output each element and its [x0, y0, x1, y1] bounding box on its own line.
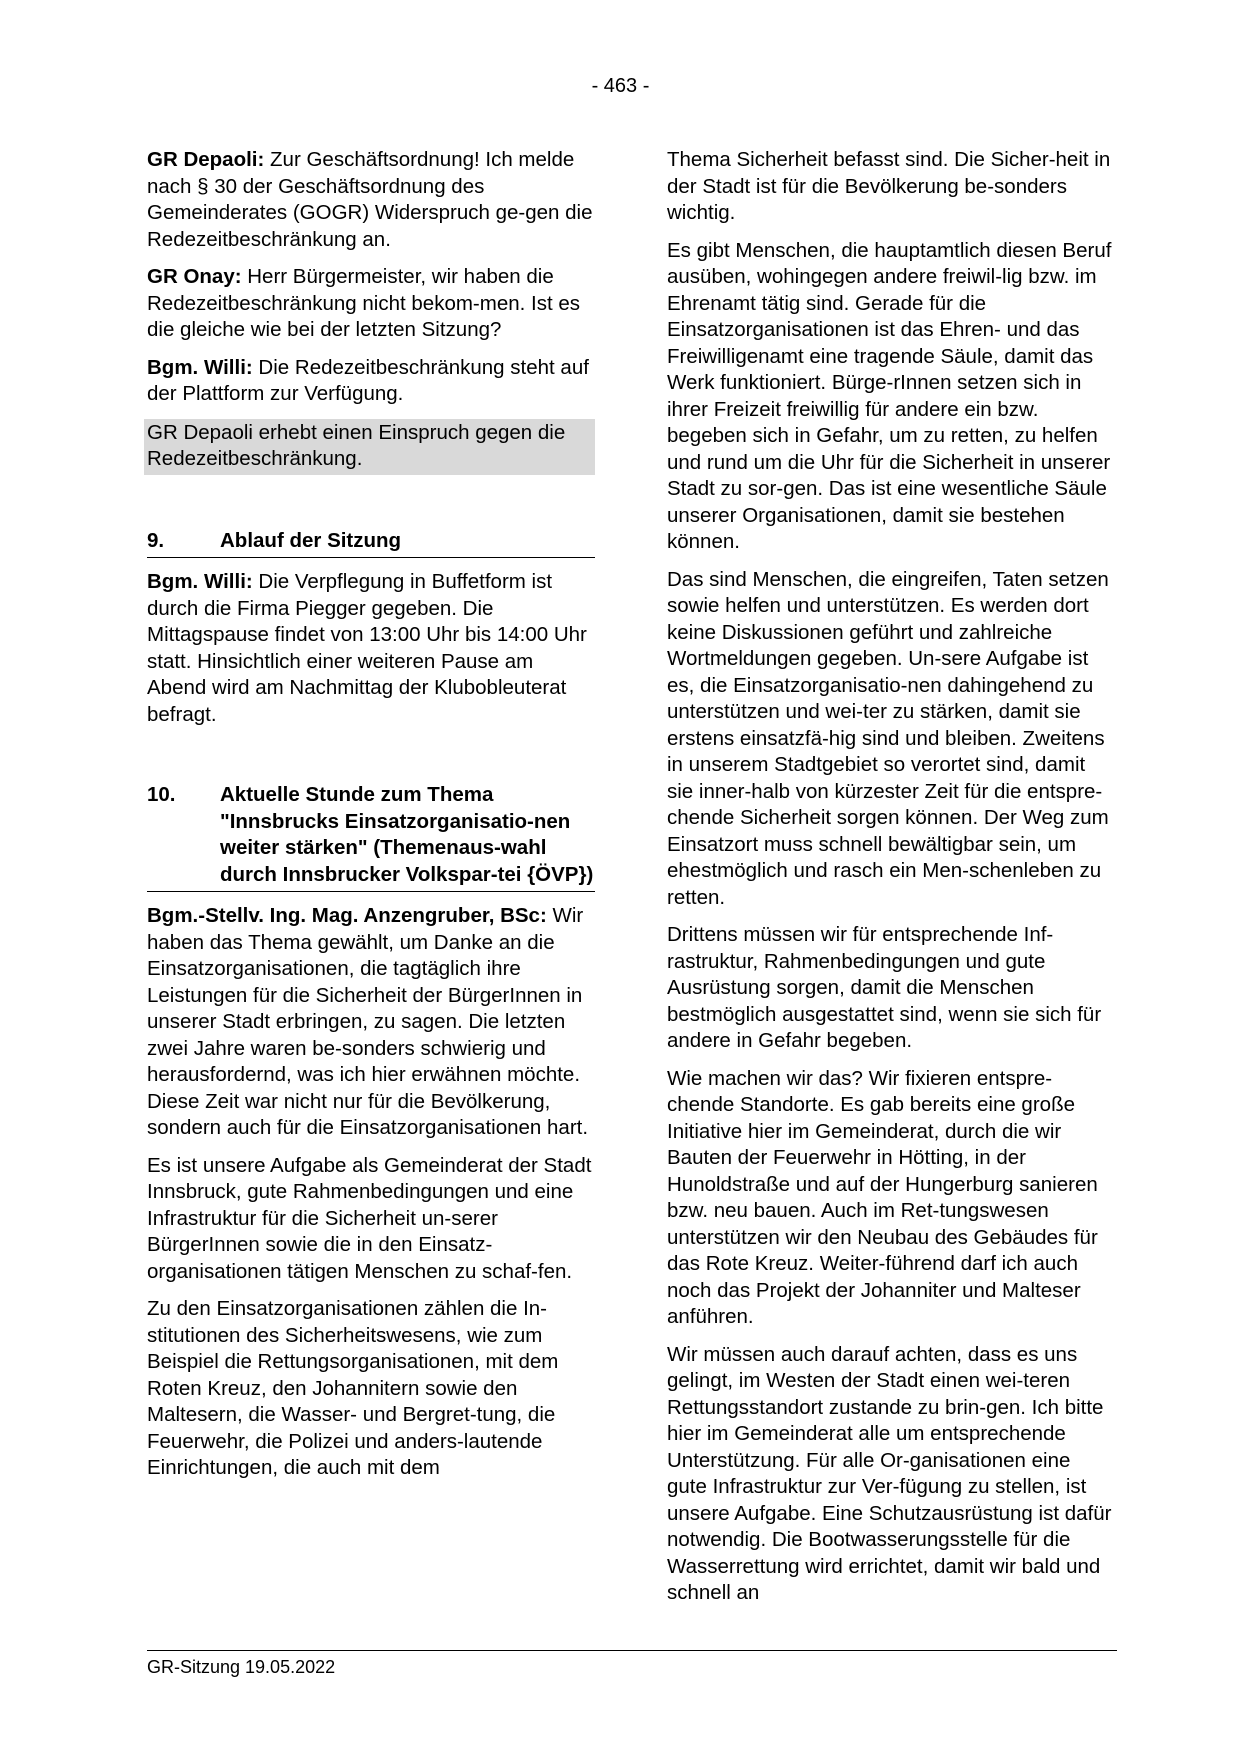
statement-willi-schedule [147, 569, 595, 728]
body-paragraph: Es gibt Menschen, die hauptamtlich diesen Beruf ausüben, wohingegen andere freiwil-lig bzw. im Ehrenamt tätig sind. Gerade für die Einsatzorganisationen ist das Ehren- und das Freiwilligenamt eine tragende Säule, damit das Werk funktioniert. Bürge-rInnen setzen sich in ihrer Freizeit freiwillig für andere ein bzw. begeben sich in Gefahr, um zu retten, zu helfen und rund um die Uhr für die Sicherheit in unserer Stadt zu sor-gen. Das ist eine wesentliche Säule unserer Organisationen, damit sie bestehen können. [667, 238, 1112, 553]
statement-text: Die Redezeitbeschränkung steht auf der Plattform zur Verfügung. [147, 355, 589, 405]
speaker-name: GR Onay: [147, 265, 242, 288]
footer-divider [147, 1650, 1117, 1651]
statement-depaoli [147, 147, 595, 253]
body-paragraph: Zu den Einsatzorganisationen zählen die In-stitutionen des Sicherheitswesens, wie zum Beispiel die Rettungsorganisationen, mit dem Roten Kreuz, den Johannitern sowie den Maltesern, die Wasser- und Bergret-tung, die Feuerwehr, die Polizei und anders-lautende Einrichtungen, die auch mit dem [147, 1297, 559, 1479]
section-number: 9. [147, 528, 165, 552]
section-9-heading [147, 528, 595, 559]
speaker-name: GR Depaoli: [147, 148, 265, 171]
right-column [667, 147, 1115, 1618]
statement-text: Wir haben das Thema gewählt, um Danke an die Einsatzorganisationen, die tagtäglich ihre Leistungen für die Sicherheit der BürgerInnen in unserer Stadt erbringen, zu sagen. Die letzten zwei Jahre waren be-sonders schwierig und herausfordernd, was ich hier erwähnen möchte. Diese Zeit war nicht nur für die Bevölkerung, sondern auch für die Einsatzorganisationen hart. [147, 904, 589, 1139]
protocol-note: GR Depaoli erhebt einen Einspruch gegen die Redezeitbeschränkung. [144, 419, 595, 475]
left-column [147, 147, 595, 1493]
speaker-name: Bgm. Willi: [147, 355, 253, 379]
footer-session-date: GR-Sitzung 19.05.2022 [147, 1657, 336, 1677]
page-number: - 463 - [591, 75, 650, 97]
body-paragraph: Wie machen wir das? Wir fixieren entspre-chende Standorte. Es gab bereits eine große Initiative hier im Gemeinderat, durch die wir Bauten der Feuerwehr in Hötting, in der Hunoldstraße und auf der Hungerburg sanieren bzw. neu bauen. Auch im Ret-tungswesen unterstützen wir den Neubau des Gebäudes für das Rote Kreuz. Weiter-führend darf ich auch noch das Projekt der Johanniter und Malteser anführen. [667, 1066, 1098, 1328]
section-title: Ablauf der Sitzung [220, 528, 402, 552]
statement-onay [147, 264, 595, 344]
statement-willi [147, 355, 595, 408]
body-paragraph: Es ist unsere Aufgabe als Gemeinderat der Stadt Innsbruck, gute Rahmenbedingungen und eine Infrastruktur für die Sicherheit un-serer BürgerInnen sowie die in den Einsatz-organisationen tätigen Menschen zu schaf-fen. [147, 1153, 592, 1283]
body-paragraph: Thema Sicherheit befasst sind. Die Sicher-heit in der Stadt ist für die Bevölkerung be-sonders wichtig. [667, 148, 1111, 224]
body-paragraph: Das sind Menschen, die eingreifen, Taten setzen sowie helfen und unterstützen. Es werden dort keine Diskussionen geführt und zahlreiche Wortmeldungen gegeben. Un-sere Aufgabe ist es, die Einsatzorganisatio-nen dahingehend zu unterstützen und wei-ter zu stärken, damit sie erstens einsatzfä-hig sind und bleiben. Zweitens in unserem Stadtgebiet so verortet sind, damit sie inner-halb von kürzester Zeit für die entspre-chende Sicherheit sorgen können. Der Weg zum Einsatzort muss schnell bewältigbar sein, um ehestmöglich und rasch ein Men-schenleben zu retten. [667, 567, 1109, 909]
body-paragraph: Drittens müssen wir für entsprechende Inf-rastruktur, Rahmenbedingungen und gute Ausrüstung sorgen, damit die Menschen bestmöglich ausgestattet sind, wenn sie sich für andere in Gefahr begeben. [667, 923, 1102, 1052]
section-number: 10. [147, 783, 176, 806]
statement-text: Zur Geschäftsordnung! Ich melde nach § 30 der Geschäftsordnung des Gemeinderates (GOGR) Widerspruch ge-gen die Redezeitbeschränkung an. [147, 148, 593, 251]
statement-text: Die Verpflegung in Buffetform ist durch die Firma Piegger gegeben. Die Mittagspause findet von 13:00 Uhr bis 14:00 Uhr statt. Hinsichtlich einer weiteren Pause am Abend wird am Nachmittag der Klubobleuterat befragt. [147, 570, 587, 726]
statement-anzengruber [147, 903, 595, 1142]
body-paragraph: Wir müssen auch darauf achten, dass es uns gelingt, im Westen der Stadt einen wei-teren Rettungsstandort zustande zu brin-gen. Ich bitte hier im Gemeinderat alle um entsprechende Unterstützung. Für alle Or-ganisationen eine gute Infrastruktur zur Ver-fügung zu stellen, ist unsere Aufgabe. Eine Schutzausrüstung ist dafür notwendig. Die Bootwasserungsstelle für die Wasserrettung wird errichtet, damit wir bald und schnell an [667, 1342, 1112, 1604]
statement-text: Herr Bürgermeister, wir haben die Redezeitbeschränkung nicht bekom-men. Ist es die gleiche wie bei der letzten Sitzung? [147, 265, 581, 341]
section-10-heading [147, 782, 595, 892]
speaker-name: Bgm. Willi: [147, 570, 253, 593]
section-title: Aktuelle Stunde zum Thema "Innsbrucks Einsatzorganisatio-nen weiter stärken" (Themenaus-wahl durch Innsbrucker Volkspar-tei {ÖVP}) [220, 783, 594, 886]
speaker-name: Bgm.-Stellv. Ing. Mag. Anzengruber, BSc: [147, 904, 547, 927]
